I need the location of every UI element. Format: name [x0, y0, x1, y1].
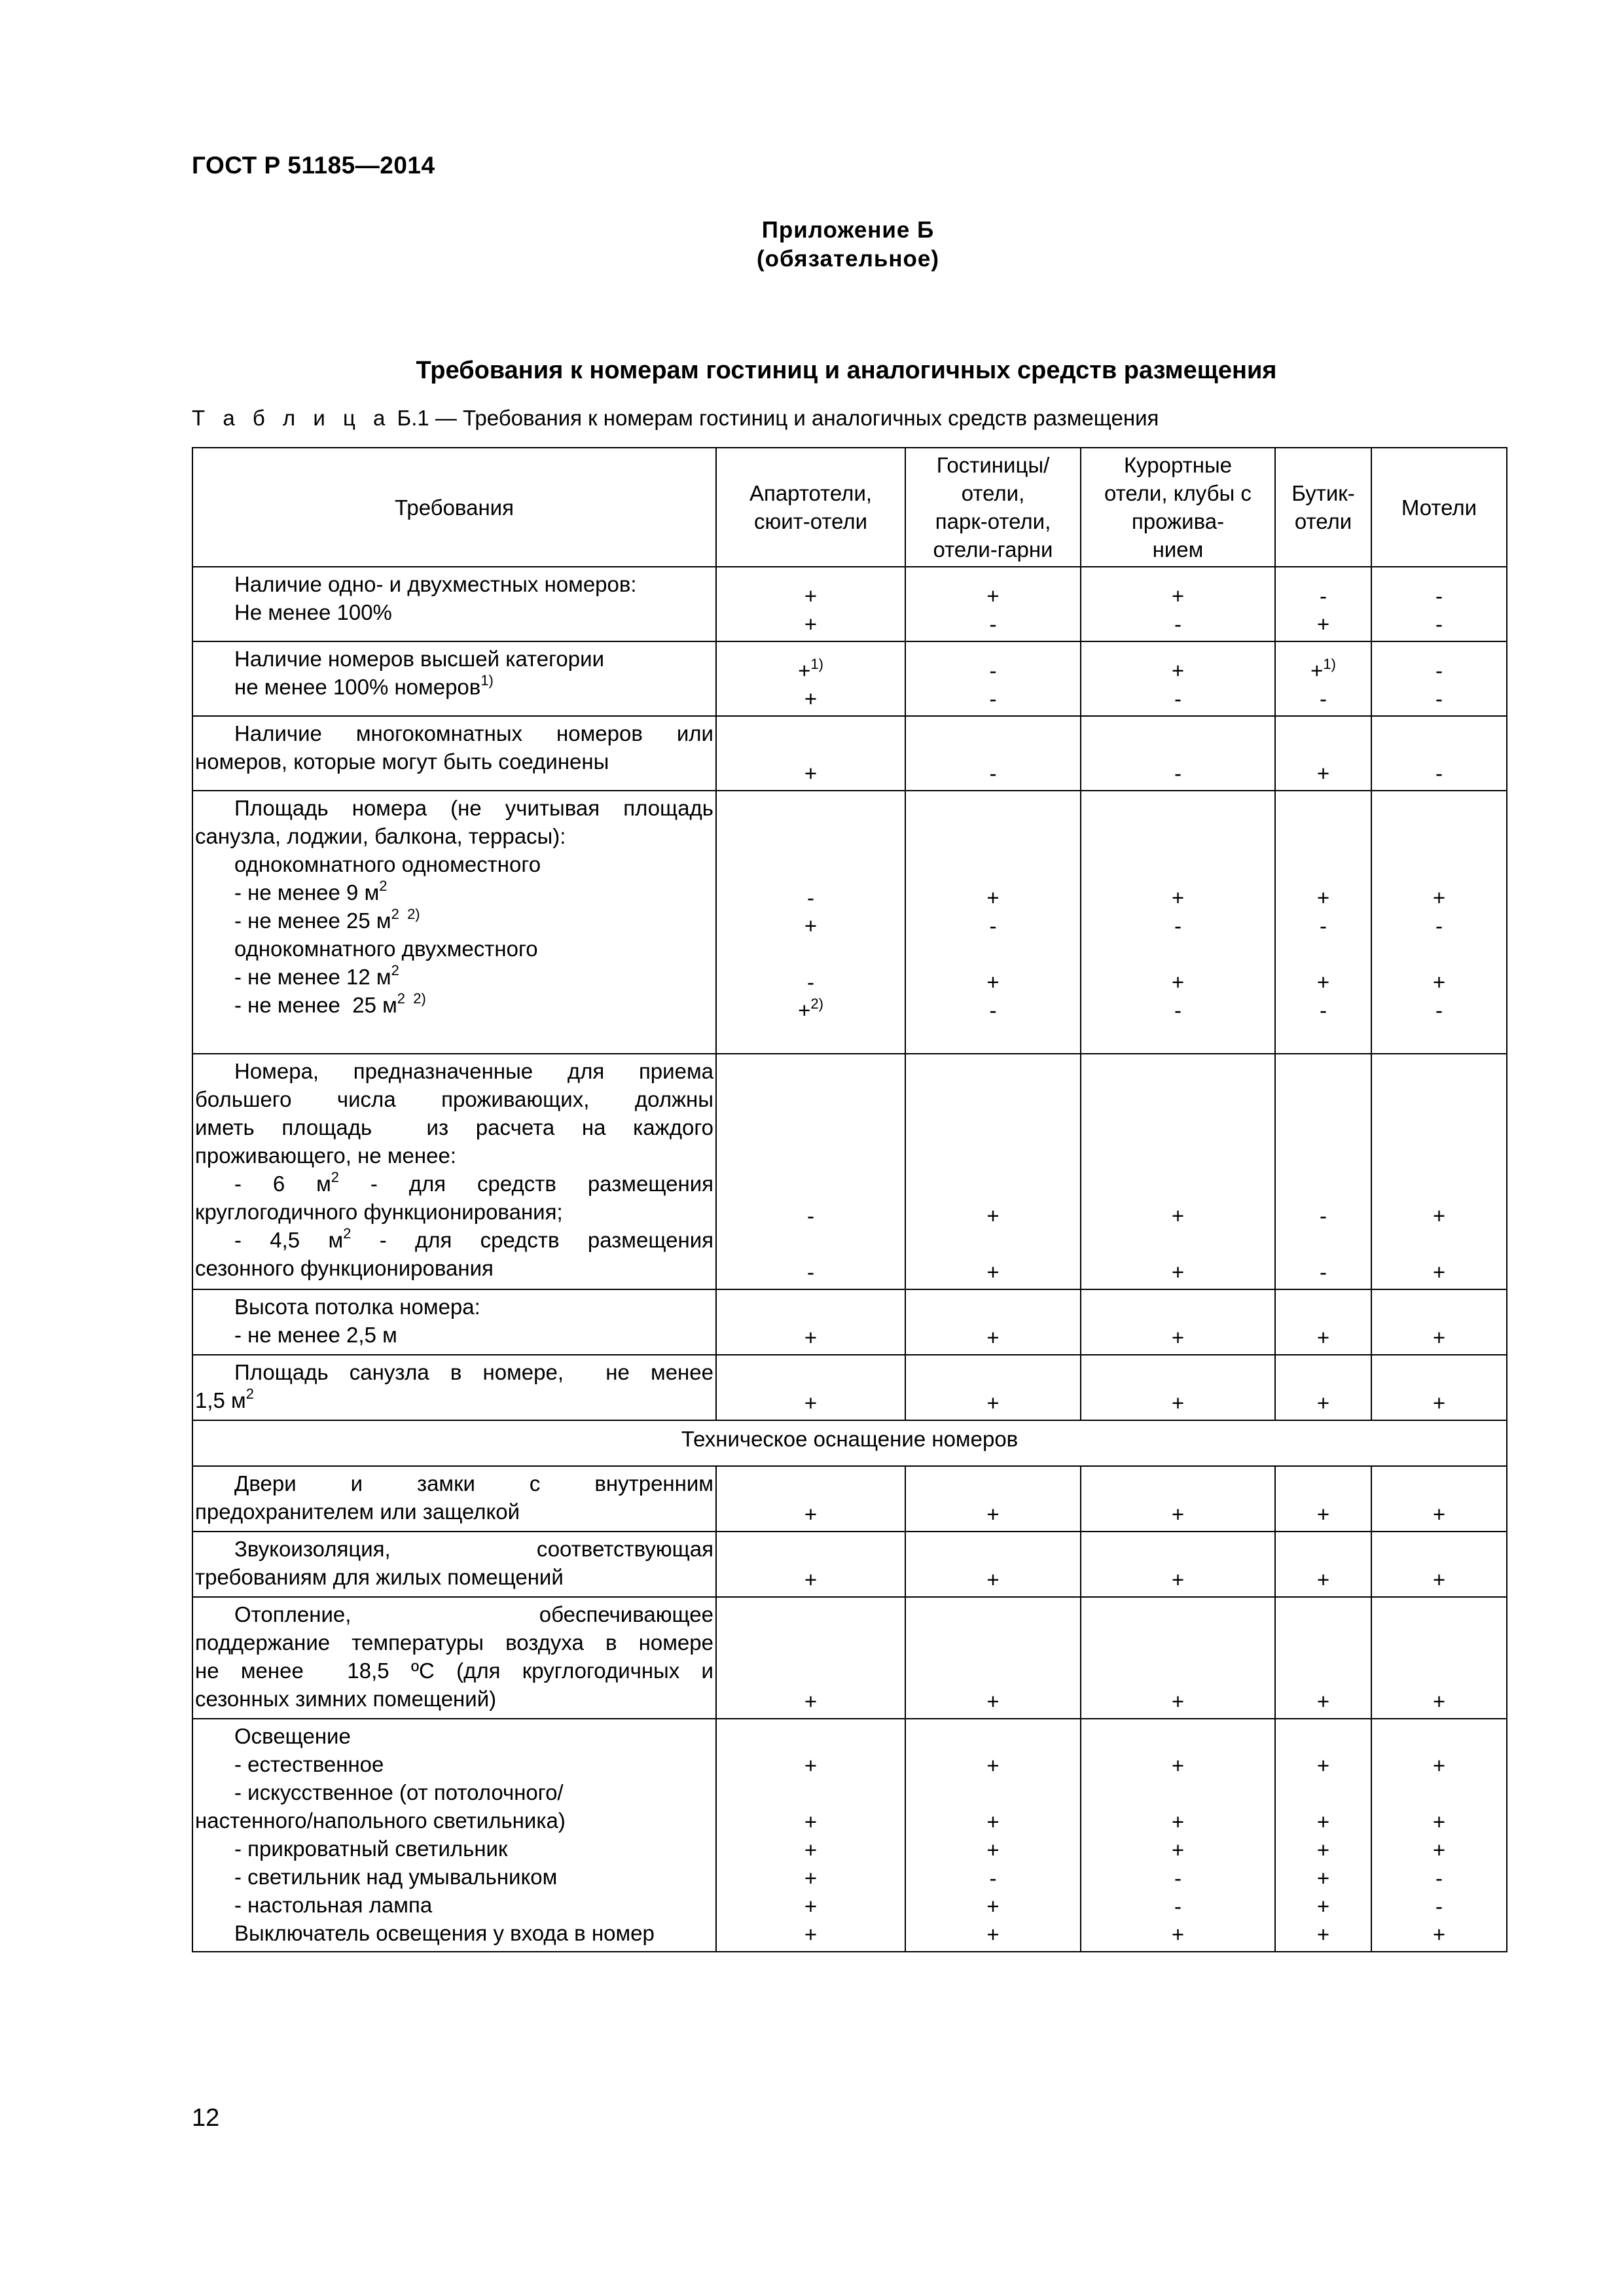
value-cell: + + [1081, 1054, 1275, 1289]
table-caption [192, 406, 1159, 431]
value-cell: + [1275, 1532, 1371, 1597]
value-cell: + [1081, 1597, 1275, 1719]
requirement-cell: Номера, предназначенные для приема большего числа проживающих, должны иметь площадь из расчета на каждого проживающего, не менее: - 6 $м^2$ - для средств размещения круглогодичного функционирования; - 4,5 $м^2$ - для средств размещения сезонного функционирования [192, 1054, 716, 1289]
value-cell: + - [905, 567, 1081, 641]
appendix-heading [0, 216, 1624, 274]
value-cell: + [905, 1289, 1081, 1355]
value-cell: + [1275, 1597, 1371, 1719]
value-cell: + + + + + + [716, 1719, 905, 1952]
value-cell: + [1275, 1466, 1371, 1532]
table-caption-text: Б.1 — Требования к номерам гостиниц и аналогичных средств размещения [391, 406, 1159, 430]
table-row [192, 641, 1507, 716]
table-row [192, 1719, 1507, 1952]
value-cell: + [1081, 1355, 1275, 1420]
value-cell: + [1081, 1466, 1275, 1532]
value-cell: - - [1371, 641, 1507, 716]
table-row [192, 791, 1507, 1054]
value-cell: + [1275, 716, 1371, 791]
value-cell: + [716, 1355, 905, 1420]
page-number: 12 [192, 2104, 220, 2132]
value-cell: + + [905, 1054, 1081, 1289]
value-cell: + [1371, 1597, 1507, 1719]
value-cell: + [1081, 1532, 1275, 1597]
value-cell: + [905, 1466, 1081, 1532]
value-cell: + [1081, 1289, 1275, 1355]
requirement-cell: Отопление, обеспечивающее поддержание температуры воздуха в номере не менее 18,5 ºС (для круглогодичных и сезонных зимних помещений) [192, 1597, 716, 1719]
table-row [192, 1289, 1507, 1355]
value-cell: + [716, 1466, 905, 1532]
table-row [192, 1532, 1507, 1597]
value-cell: - - [905, 641, 1081, 716]
value-cell: - + - +$^{2)}$ [716, 791, 905, 1054]
value-cell: + [1371, 1355, 1507, 1420]
requirement-cell: Высота потолка номера: - не менее 2,5 м [192, 1289, 716, 1355]
value-cell: + + + - + + [905, 1719, 1081, 1952]
requirement-cell: Наличие одно- и двухместных номеров: Не менее 100% [192, 567, 716, 641]
requirement-cell: Двери и замки с внутренним предохранителем или защелкой [192, 1466, 716, 1532]
table-row [192, 1054, 1507, 1289]
appendix-status: (обязательное) [756, 246, 939, 272]
requirement-cell: Наличие многокомнатных номеров или номеров, которые могут быть соединены [192, 716, 716, 791]
col-header-apart-hotels: Апартотели, сюит-отели [716, 448, 905, 567]
table-row [192, 1597, 1507, 1719]
table-row [192, 716, 1507, 791]
value-cell: - [1371, 716, 1507, 791]
table-row [192, 1355, 1507, 1420]
table-caption-prefix: Т а б л и ц а [192, 406, 391, 430]
requirement-cell: Освещение - естественное - искусственное (от потолочного/ настенного/напольного светильника) - прикроватный светильник - светильник над умывальником - настольная лампа Выключатель освещения у входа в номер [192, 1719, 716, 1952]
requirement-cell: Площадь номера (не учитывая площадь санузла, лоджии, балкона, террасы): однокомнатного одноместного - не менее 9 $м^2$ - не менее 25 $м^{2 2)}$ однокомнатного двухместного - не менее 12 $м^2$ - не менее 25 $м^{2 2)}$ [192, 791, 716, 1054]
value-cell: + [1275, 1289, 1371, 1355]
col-header-resort-hotels: Курортные отели, клубы с прожива- нием [1081, 448, 1275, 567]
value-cell: - [1081, 716, 1275, 791]
section-header-row [192, 1420, 1507, 1466]
value-cell: - + [1275, 567, 1371, 641]
value-cell: + - [1081, 567, 1275, 641]
value-cell: + [905, 1532, 1081, 1597]
value-cell: + - + - [1081, 791, 1275, 1054]
requirement-cell: Звукоизоляция, соответствующая требованиям для жилых помещений [192, 1532, 716, 1597]
value-cell: + [905, 1355, 1081, 1420]
requirement-cell: Площадь санузла в номере, не менее 1,5 $м^2$ [192, 1355, 716, 1420]
value-cell: + [1371, 1289, 1507, 1355]
table-header-row [192, 448, 1507, 567]
value-cell: + [716, 1597, 905, 1719]
col-header-hotels: Гостиницы/ отели, парк-отели, отели-гарни [905, 448, 1081, 567]
value-cell: - - [716, 1054, 905, 1289]
value-cell: + [716, 1532, 905, 1597]
col-header-boutique-hotels: Бутик- отели [1275, 448, 1371, 567]
value-cell: + + [1371, 1054, 1507, 1289]
value-cell: +$^{1)}$ + [716, 641, 905, 716]
col-header-motels: Мотели [1371, 448, 1507, 567]
value-cell: + [716, 716, 905, 791]
standard-number: ГОСТ Р 51185—2014 [192, 152, 435, 179]
document-title: Требования к номерам гостиниц и аналогичных средств размещения [416, 357, 1277, 384]
value-cell: + - + - [1371, 791, 1507, 1054]
table-row [192, 1466, 1507, 1532]
value-cell: + + [716, 567, 905, 641]
value-cell: + [905, 1597, 1081, 1719]
value-cell: + [1275, 1355, 1371, 1420]
value-cell: + + + + + + [1275, 1719, 1371, 1952]
value-cell: + [716, 1289, 905, 1355]
value-cell: - - [1275, 1054, 1371, 1289]
value-cell: + [1371, 1532, 1507, 1597]
value-cell: + - + - [1275, 791, 1371, 1054]
value-cell: + + + - - + [1371, 1719, 1507, 1952]
value-cell: - [905, 716, 1081, 791]
section-header-technical-equipment: Техническое оснащение номеров [192, 1420, 1507, 1466]
col-header-requirements: Требования [192, 448, 716, 567]
table-row [192, 567, 1507, 641]
value-cell: + - + - [905, 791, 1081, 1054]
value-cell: - - [1371, 567, 1507, 641]
appendix-title: Приложение Б [761, 217, 935, 243]
value-cell: +$^{1)}$ - [1275, 641, 1371, 716]
value-cell: + [1371, 1466, 1507, 1532]
requirement-cell: Наличие номеров высшей категории не менее 100% номеров$^{1)}$ [192, 641, 716, 716]
value-cell: + - [1081, 641, 1275, 716]
value-cell: + + + - - + [1081, 1719, 1275, 1952]
requirements-table [192, 447, 1507, 1952]
